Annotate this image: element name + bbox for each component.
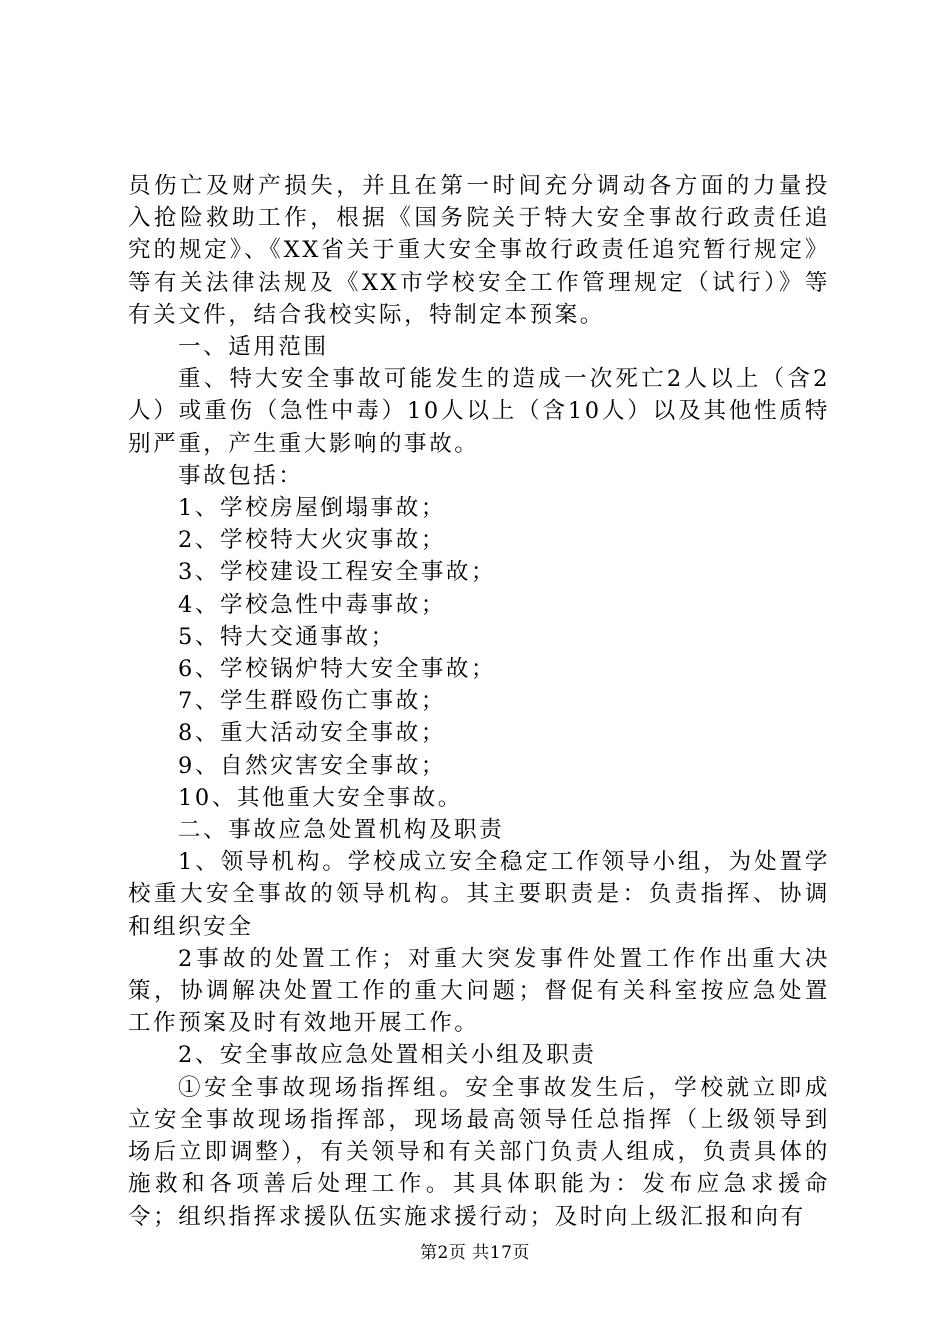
paragraph-leadership-body: 1、领导机构。学校成立安全稳定工作领导小组，为处置学校重大安全事故的领导机构。其主要职责是：负责指挥、协调和组织安全 xyxy=(128,849,830,940)
list-item-accident-5: 5、特大交通事故； xyxy=(178,623,396,650)
paragraph-onsite-command-group: ①安全事故现场指挥组。安全事故发生后，学校就立即成立安全事故现场指挥部，现场最高领导任总指挥（上级领导到场后立即调整），有关领导和有关部门负责人组成，负责具体的施救和各项善后处理工作。其具体职能为：发布应急求援命令；组织指挥求援队伍实施求援行动；及时向上级汇报和向有 xyxy=(128,1074,830,1230)
list-item-accident-7: 7、学生群殴伤亡事故； xyxy=(178,688,446,715)
list-item-accident-8: 8、重大活动安全事故； xyxy=(178,720,446,747)
list-item-accident-10: 10、其他重大安全事故。 xyxy=(178,784,463,811)
page-number-footer: 第2页 共17页 xyxy=(420,1243,530,1263)
paragraph-accident-types-intro: 事故包括： xyxy=(178,462,304,489)
list-item-accident-9: 9、自然灾害安全事故； xyxy=(178,752,446,779)
section-heading-organization: 二、事故应急处置机构及职责 xyxy=(178,817,505,844)
list-item-accident-3: 3、学校建设工程安全事故； xyxy=(178,559,497,586)
paragraph-leadership-duties: 2事故的处置工作；对重大突发事件处置工作作出重大决策，协调解决处置工作的重大问题；督促有关科室按应急处置工作预案及时有效地开展工作。 xyxy=(128,945,830,1037)
section-heading-scope: 一、适用范围 xyxy=(178,334,329,361)
list-item-accident-6: 6、学校锅炉特大安全事故； xyxy=(178,656,497,683)
list-item-accident-4: 4、学校急性中毒事故； xyxy=(178,591,446,618)
paragraph-scope-definition: 重、特大安全事故可能发生的造成一次死亡2人以上（含2人）或重伤（急性中毒）10人以上（含10人）以及其他性质特别严重，产生重大影响的事故。 xyxy=(128,366,830,457)
list-item-accident-2: 2、学校特大火灾事故； xyxy=(178,527,446,554)
list-item-accident-1: 1、学校房屋倒塌事故； xyxy=(178,495,446,522)
document-body xyxy=(128,170,830,1233)
paragraph-subgroups-heading: 2、安全事故应急处置相关小组及职责 xyxy=(178,1042,597,1069)
paragraph-intro-continued: 员伤亡及财产损失，并且在第一时间充分调动各方面的力量投入抢险救助工作，根据《国务院关于特大安全事故行政责任追究的规定》、《XX省关于重大安全事故行政责任追究暂行规定》等有关法律法规及《XX市学校安全工作管理规定（试行）》等有关文件，结合我校实际，特制定本预案。 xyxy=(128,173,830,328)
